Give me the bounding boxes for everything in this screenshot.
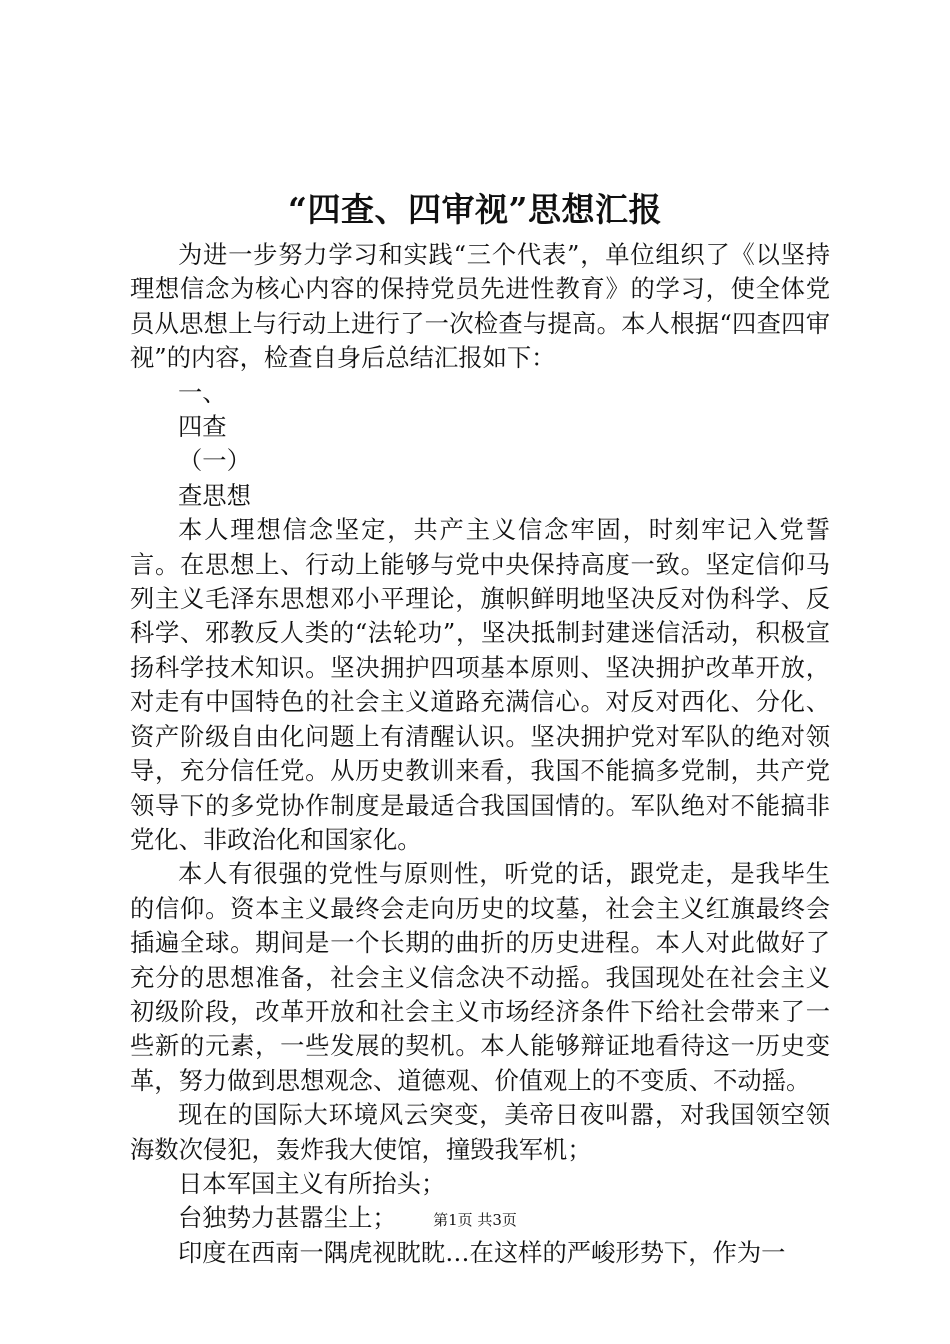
document-title: “四查、四审视”思想汇报 [288, 190, 662, 229]
paragraph-intro: 为进一步努力学习和实践“三个代表”，单位组织了《以坚持理想信念为核心内容的保持党员先进性教育》的学习，使全体党员从思想上与行动上进行了一次检查与提高。本人根据“四查四审视”的内容，检查自身后总结汇报如下： [130, 240, 830, 373]
paragraph-party-spirit: 本人有很强的党性与原则性，听党的话，跟党走，是我毕生的信仰。资本主义最终会走向历史的坟墓，社会主义红旗最终会插遍全球。期间是一个长期的曲折的历史进程。本人对此做好了充分的思想准备，社会主义信念决不动摇。我国现处在社会主义初级阶段，改革开放和社会主义市场经济条件下给社会带来了一些新的元素，一些发展的契机。本人能够辩证地看待这一历史变革，努力做到思想观念、道德观、价值观上的不变质、不动摇。 [130, 859, 830, 1095]
document-body [130, 238, 830, 1270]
paragraph-ideals: 本人理想信念坚定，共产主义信念牢固，时刻牢记入党誓言。在思想上、行动上能够与党中央保持高度一致。坚定信仰马列主义毛泽东思想邓小平理论，旗帜鲜明地坚决反对伪科学、反科学、邪教反人类的“法轮功”，坚决抵制封建迷信活动，积极宣扬科学技术知识。坚决拥护四项基本原则、坚决拥护改革开放，对走有中国特色的社会主义道路充满信心。对反对西化、分化、资产阶级自由化问题上有清醒认识。坚决拥护党对军队的绝对领导，充分信任党。从历史教训来看，我国不能搞多党制，共产党领导下的多党协作制度是最适合我国国情的。军队绝对不能搞非党化、非政治化和国家化。 [130, 515, 830, 854]
paragraph-taiwan: 台独势力甚嚣尘上； [178, 1203, 397, 1233]
section-number-1: 一、 [178, 377, 227, 407]
subsection-number-1: （一） [178, 446, 251, 476]
paragraph-japan: 日本军国主义有所抬头； [178, 1168, 446, 1198]
section-heading-four-checks: 四查 [178, 412, 227, 442]
page-footer: 第1页 共3页 [433, 1211, 517, 1229]
paragraph-india: 印度在西南一隅虎视眈眈…在这样的严峻形势下，作为一 [178, 1237, 786, 1267]
paragraph-international-situation: 现在的国际大环境风云突变，美帝日夜叫嚣，对我国领空领海数次侵犯，轰炸我大使馆，撞毁我军机； [130, 1100, 830, 1164]
subsection-heading-check-thought: 查思想 [178, 480, 251, 510]
